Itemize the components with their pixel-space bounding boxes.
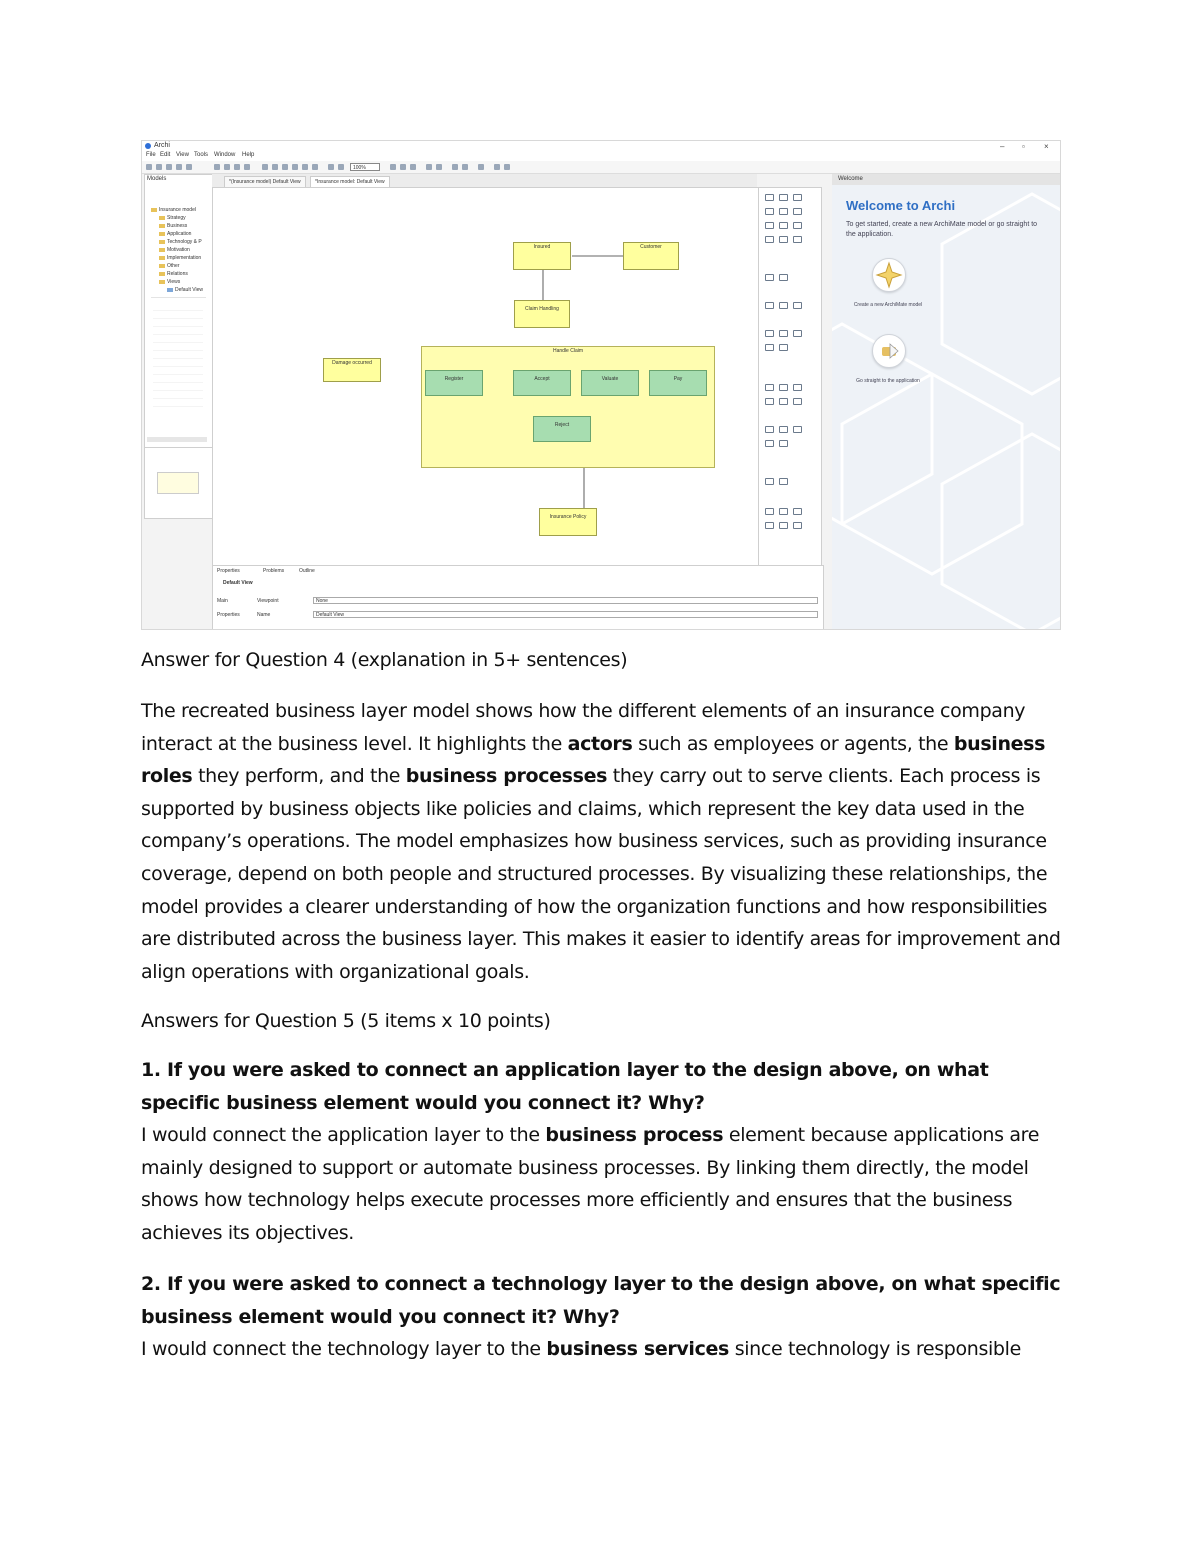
properties-tab: Properties [217, 568, 240, 574]
archi-app-icon [145, 143, 151, 149]
menu-window: Window [214, 152, 236, 158]
paste-icon [234, 164, 240, 170]
properties-header: Default View [223, 580, 253, 586]
palette-distribution-icon [765, 344, 774, 351]
palette-device-icon [779, 302, 788, 309]
bold-business-roles: business roles [141, 732, 1046, 788]
folder-icon [159, 272, 165, 276]
window-titlebar [142, 141, 1060, 152]
palette-composition-icon [765, 508, 774, 515]
name-field: Default View [313, 611, 818, 618]
editor-tabs [212, 174, 757, 187]
palette-requirement-icon [779, 398, 788, 405]
diagram-canvas [212, 187, 759, 566]
distribute-icon [272, 164, 278, 170]
editor-tab-1: *(Insurance model) Default View [224, 176, 306, 188]
q5-item-2 [141, 1268, 1071, 1366]
archi-screenshot [141, 140, 1061, 630]
palette-gap-icon [765, 440, 774, 447]
window-title: Archi [154, 142, 170, 149]
star-icon [873, 259, 905, 291]
palette-work-package-icon [765, 426, 774, 433]
cut-icon [214, 164, 220, 170]
element-claim-handling: Claim Handling [514, 300, 570, 328]
properties-label: Properties [217, 612, 240, 618]
model-tree-panel [144, 174, 213, 448]
align-icon [262, 164, 268, 170]
palette-marquee-icon [779, 194, 788, 201]
menu-help: Help [242, 152, 255, 158]
palette-driver-icon [779, 384, 788, 391]
palette-role-icon [779, 208, 788, 215]
menu-view: View [176, 152, 189, 158]
bring-front-icon [452, 164, 458, 170]
q5-item-2-question: 2. If you were asked to connect a technology layer to the design above, on what specific business element would you connect it? Why? [141, 1273, 1061, 1328]
q5-item-1 [141, 1054, 1071, 1250]
palette-node-icon [765, 302, 774, 309]
palette-app-component-icon [765, 274, 774, 281]
enter-icon [873, 335, 905, 367]
element-insurance-policy: Insurance Policy [539, 508, 597, 536]
palette-facility-icon [779, 330, 788, 337]
snap-icon [302, 164, 308, 170]
palette-principle-icon [765, 398, 774, 405]
zoom-out-icon [338, 164, 344, 170]
menu-bar [142, 152, 1060, 161]
q5-item-2-answer: I would connect the technology layer to the business services since technology is responsible [141, 1338, 1021, 1361]
folder-icon [159, 248, 165, 252]
folder-icon [159, 264, 165, 268]
palette-assignment-icon [793, 508, 802, 515]
palette-goal-icon [793, 384, 802, 391]
element-customer: Customer [623, 242, 679, 270]
tree-item: Motivation [159, 247, 190, 254]
match-size-icon [282, 164, 288, 170]
tree-item: Other [159, 263, 180, 270]
palette-select-icon [765, 194, 774, 201]
q5-item-1-answer: I would connect the application layer to the business process element because applications are mainly designed to support or automate business processes. By linking them directly, the model shows how technology helps execute processes more efficiently and ensures that the business achieves its objectives. [141, 1124, 1040, 1244]
palette-serving-icon [779, 522, 788, 529]
welcome-panel [832, 174, 1060, 629]
palette-app-service-icon [779, 274, 788, 281]
hexagon-background [832, 174, 1060, 629]
bold-business-processes: business processes [405, 765, 608, 788]
go-to-app-caption: Go straight to the application [856, 378, 920, 384]
palette-junction-icon [779, 478, 788, 485]
line-color-icon [410, 164, 416, 170]
palette-plateau-icon [793, 426, 802, 433]
tree-item: Application [159, 231, 191, 238]
process-valuate: Valuate [581, 370, 639, 396]
outline-thumbnail [157, 472, 199, 494]
palette-access-icon [793, 522, 802, 529]
q4-heading: Answer for Question 4 (explanation in 5+ sentences) [141, 649, 628, 671]
tree-item: Implementation [159, 255, 201, 262]
q4-paragraph: The recreated business layer model shows how the different elements of an insurance company interact at the business level. It highlights the actors such as employees or agents, the business roles they perform, and the business processes they carry out to serve clients. Each process is supported by business objects like policies and claims, which represent the key data used in the company’s operations. The model emphasizes how business services, such as providing insurance coverage, depend on both people and structured processes. By visualizing these relationships, the model provides a clearer understanding of how the organization functions and how responsibilities are distributed across the business layer. This makes it easier to identify areas for improvement and align operations with organizational goals. [141, 700, 1061, 983]
process-reject: Reject [533, 416, 591, 442]
welcome-intro: To get started, create a new ArchiMate model or go straight to the application. [846, 221, 1038, 238]
new-icon [146, 164, 152, 170]
bold-actors: actors [567, 732, 633, 755]
group-handle-claim: Handle Claim [421, 346, 715, 468]
menu-file: File [146, 152, 156, 158]
tree-item: Business [159, 223, 187, 230]
palette-material-icon [793, 330, 802, 337]
create-model-button [872, 258, 906, 292]
copy-icon [224, 164, 230, 170]
folder-icon [151, 208, 157, 212]
outline-tab: Outline [299, 568, 315, 574]
viewpoint-label: Viewpoint [257, 598, 279, 604]
palette-realization-icon [765, 522, 774, 529]
main-label: Main [217, 598, 228, 604]
lock-icon [494, 164, 500, 170]
open-icon [156, 164, 162, 170]
text-align-icon [426, 164, 432, 170]
palette-grouping-icon [765, 478, 774, 485]
minimize-icon: – [1000, 142, 1005, 151]
menu-edit: Edit [160, 152, 171, 158]
delete-icon [244, 164, 250, 170]
palette-process-icon [765, 222, 774, 229]
palette-constraint-icon [793, 398, 802, 405]
tree-divider [151, 297, 206, 298]
editor-tab-2: *Insurance model: Default View [310, 176, 390, 188]
palette-equipment-icon [765, 330, 774, 337]
layout-icon [312, 164, 318, 170]
element-damage-occurred: Damage occurred [323, 358, 381, 382]
palette-note-icon [793, 194, 802, 201]
text-position-icon [436, 164, 442, 170]
tree-second-model [153, 303, 203, 407]
problems-tab: Problems [263, 568, 285, 574]
save-icon [166, 164, 172, 170]
element-insured: Insured [513, 242, 571, 270]
welcome-tab: Welcome [832, 174, 1060, 185]
fill-color-icon [400, 164, 406, 170]
toolbar [142, 161, 1060, 174]
folder-icon [159, 216, 165, 220]
palette-location-icon [779, 440, 788, 447]
go-to-app-button [872, 334, 906, 368]
folder-icon [159, 224, 165, 228]
process-pay: Pay [649, 370, 707, 396]
viewpoint-combo: None [313, 597, 818, 604]
tree-item: Default View [167, 287, 203, 294]
tree-item: Views [159, 279, 180, 286]
zoom-combo: 100% [350, 163, 380, 171]
palette-panel [758, 187, 822, 566]
palette-deliverable-icon [779, 426, 788, 433]
palette-event-icon [793, 222, 802, 229]
menu-tools: Tools [194, 152, 209, 158]
palette-actor-icon [765, 208, 774, 215]
folder-icon [159, 240, 165, 244]
maximize-icon: ▫ [1022, 142, 1025, 151]
create-model-caption: Create a new ArchiMate model [853, 302, 923, 308]
palette-function-icon [779, 222, 788, 229]
q5-heading: Answers for Question 5 (5 items x 10 points) [141, 1010, 551, 1032]
grid-icon [292, 164, 298, 170]
name-label: Name [257, 612, 271, 618]
connection-router-icon [478, 164, 484, 170]
close-icon: × [1044, 142, 1049, 151]
palette-system-software-icon [793, 302, 802, 309]
palette-service-icon [765, 236, 774, 243]
folder-icon [159, 256, 165, 260]
q5-item-1-question: 1. If you were asked to connect an application layer to the design above, on what specific business element would you connect it? Why? [141, 1059, 989, 1114]
hex-shape [942, 434, 1060, 629]
zoom-in-icon [328, 164, 334, 170]
folder-icon [159, 280, 165, 284]
view-icon [167, 288, 173, 292]
palette-aggregation-icon [779, 508, 788, 515]
tree-scrollbar [147, 437, 207, 442]
welcome-title: Welcome to Archi [846, 198, 956, 213]
process-register: Register [425, 370, 483, 396]
redo-icon [186, 164, 192, 170]
process-accept: Accept [513, 370, 571, 396]
palette-collaboration-icon [793, 208, 802, 215]
folder-icon [159, 232, 165, 236]
tree-item: Relations [159, 271, 188, 278]
properties-panel [212, 565, 824, 630]
palette-contract-icon [793, 236, 802, 243]
models-tab: Models [147, 176, 167, 182]
palette-stakeholder-icon [765, 384, 774, 391]
tree-item: Strategy [159, 215, 186, 222]
font-icon [390, 164, 396, 170]
outline-panel [144, 447, 213, 519]
tree-root: Insurance model [151, 207, 196, 214]
palette-network-icon [779, 344, 788, 351]
format-painter-icon [504, 164, 510, 170]
palette-object-icon [779, 236, 788, 243]
undo-icon [176, 164, 182, 170]
tree-item: Technology & P [159, 239, 202, 246]
send-back-icon [462, 164, 468, 170]
